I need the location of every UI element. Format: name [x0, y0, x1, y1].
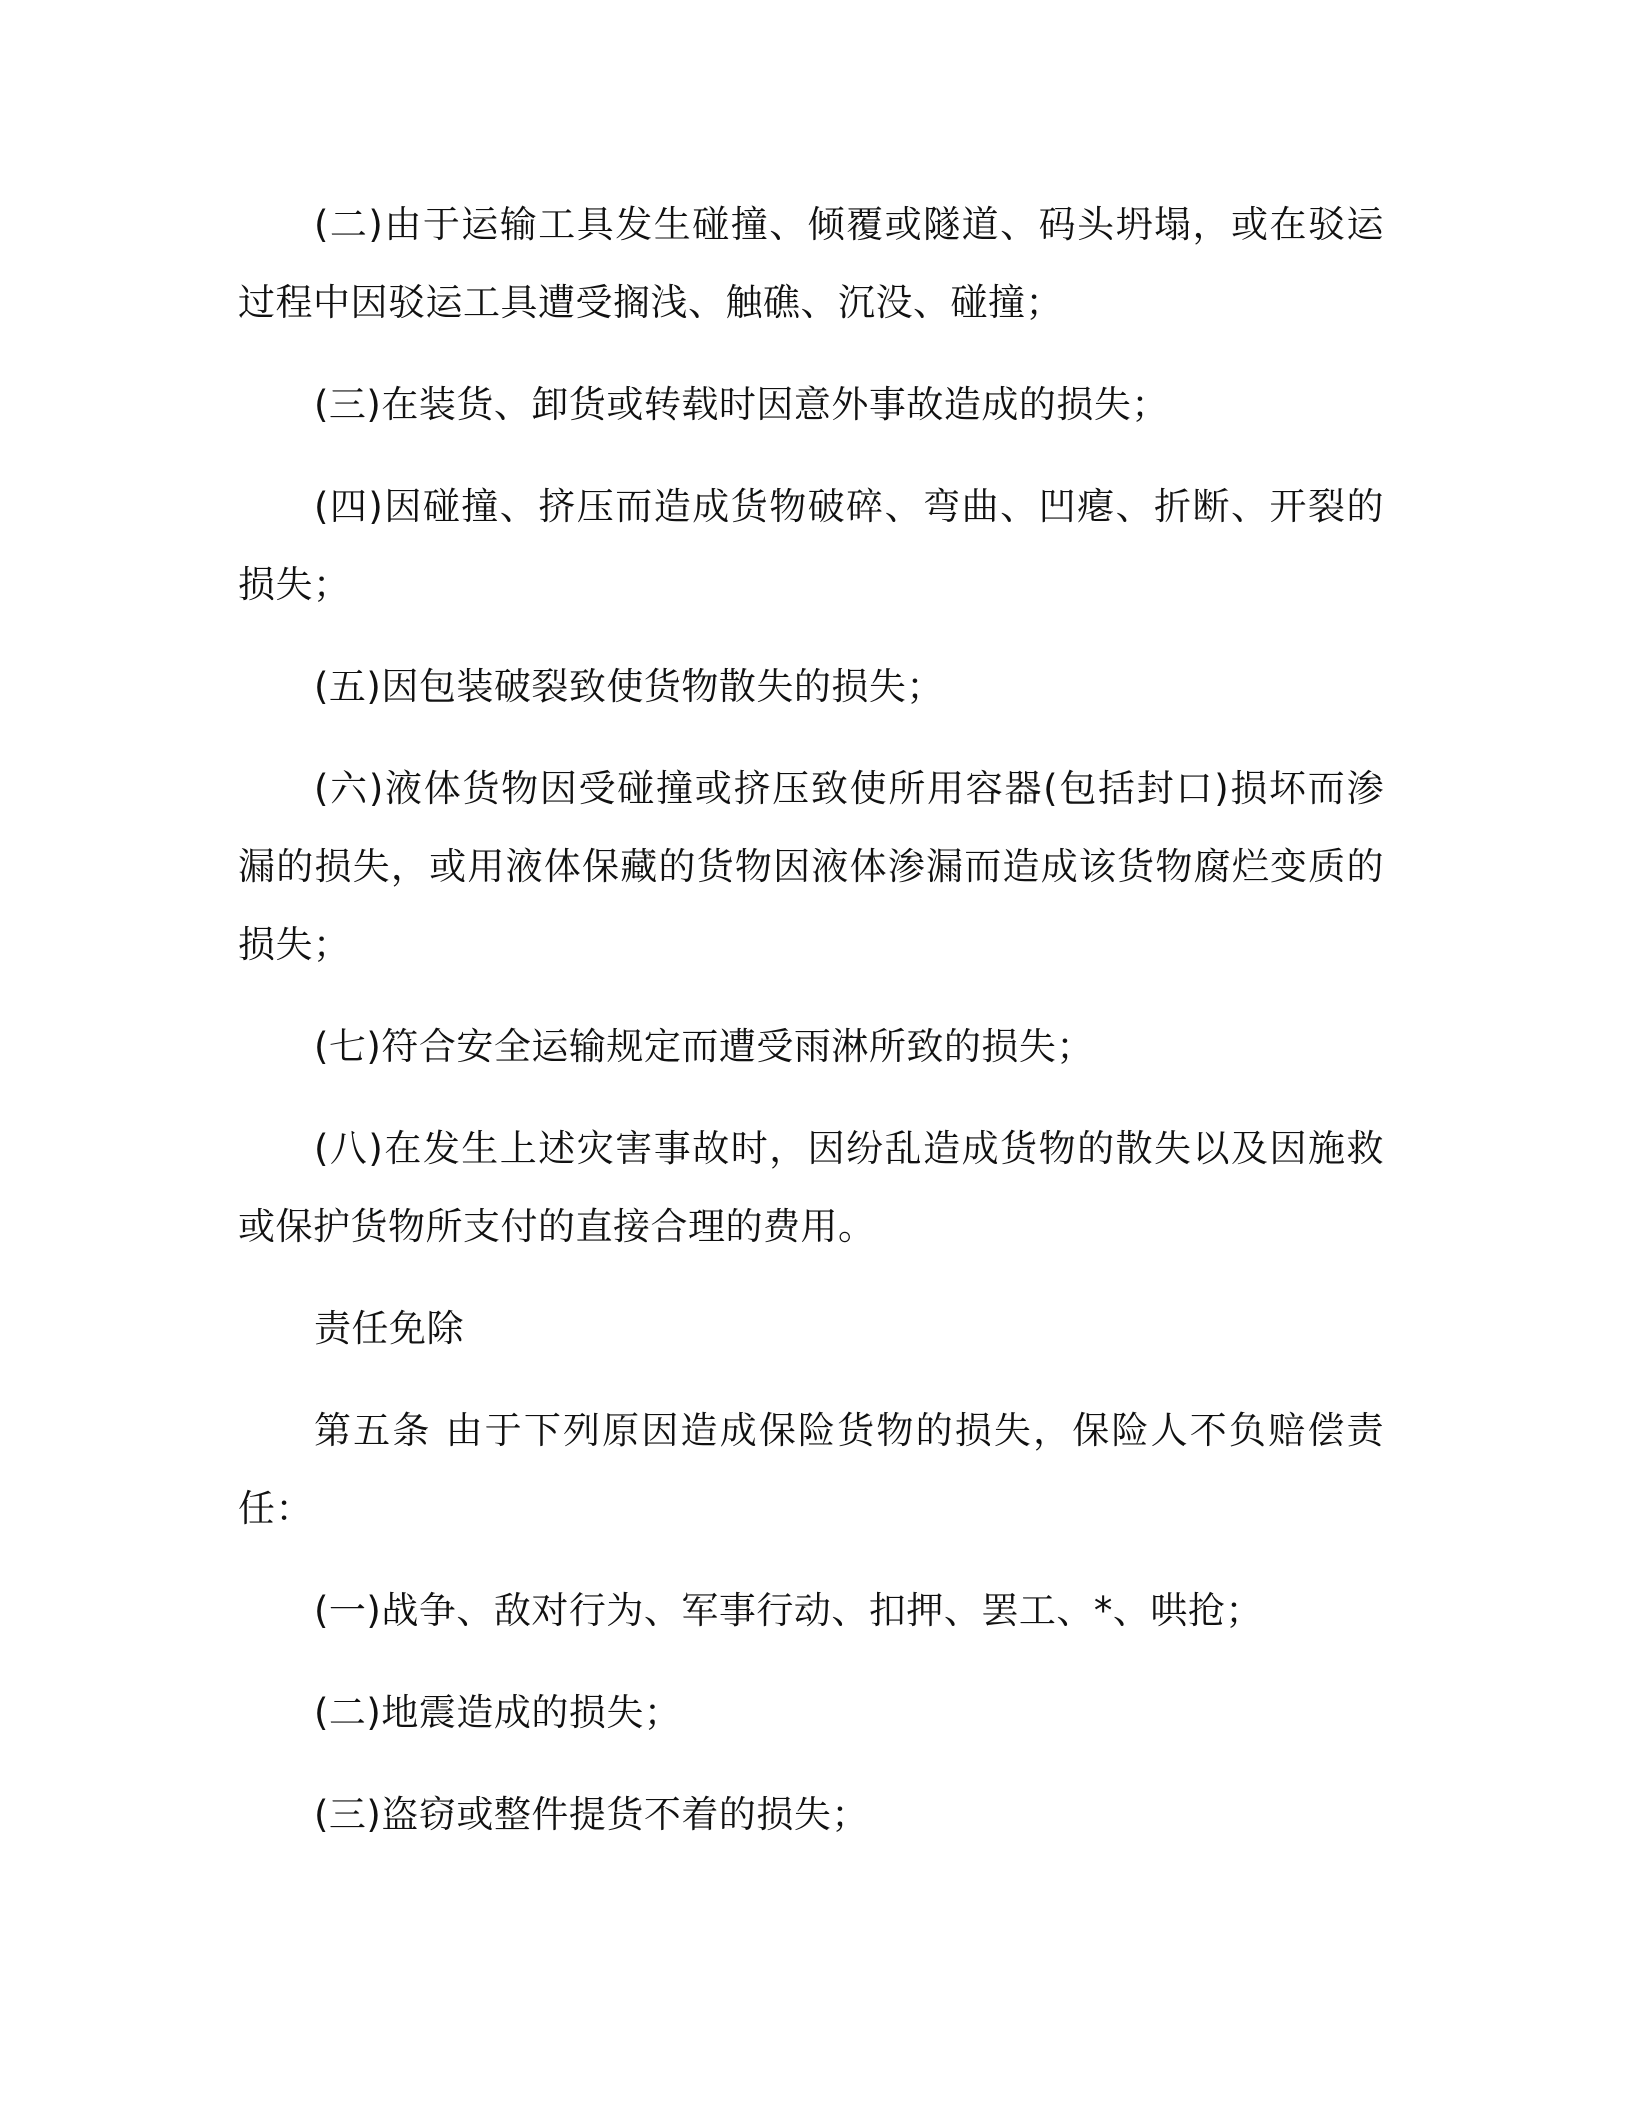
clause-item-2-collision: (二)由于运输工具发生碰撞、倾覆或隧道、码头坍塌，或在驳运过程中因驳运工具遭受搁浅、触礁、沉没、碰撞； [238, 203, 1384, 324]
clause-item-4-breakage: (四)因碰撞、挤压而造成货物破碎、弯曲、凹瘪、折断、开裂的损失； [238, 485, 1384, 606]
clause-item-3-loading: (三)在装货、卸货或转载时因意外事故造成的损失； [314, 383, 1169, 426]
exclusion-item-3-theft: (三)盗窃或整件提货不着的损失； [314, 1793, 869, 1836]
section-heading-exclusions: 责任免除 [314, 1307, 464, 1350]
exclusion-item-1-war: (一)战争、敌对行为、军事行动、扣押、罢工、*、哄抢； [314, 1589, 1263, 1632]
document-body [238, 186, 1384, 1878]
exclusion-item-2-earthquake: (二)地震造成的损失； [314, 1691, 682, 1734]
article-5-intro: 第五条 由于下列原因造成保险货物的损失，保险人不负赔偿责任： [238, 1409, 1384, 1530]
clause-item-6-liquid: (六)液体货物因受碰撞或挤压致使所用容器(包括封口)损坏而渗漏的损失，或用液体保藏的货物因液体渗漏而造成该货物腐烂变质的损失； [238, 767, 1384, 966]
clause-item-7-rain: (七)符合安全运输规定而遭受雨淋所致的损失； [314, 1025, 1094, 1068]
clause-item-8-rescue-costs: (八)在发生上述灾害事故时，因纷乱造成货物的散失以及因施救或保护货物所支付的直接合理的费用。 [238, 1127, 1384, 1248]
clause-item-5-packaging: (五)因包装破裂致使货物散失的损失； [314, 665, 944, 708]
